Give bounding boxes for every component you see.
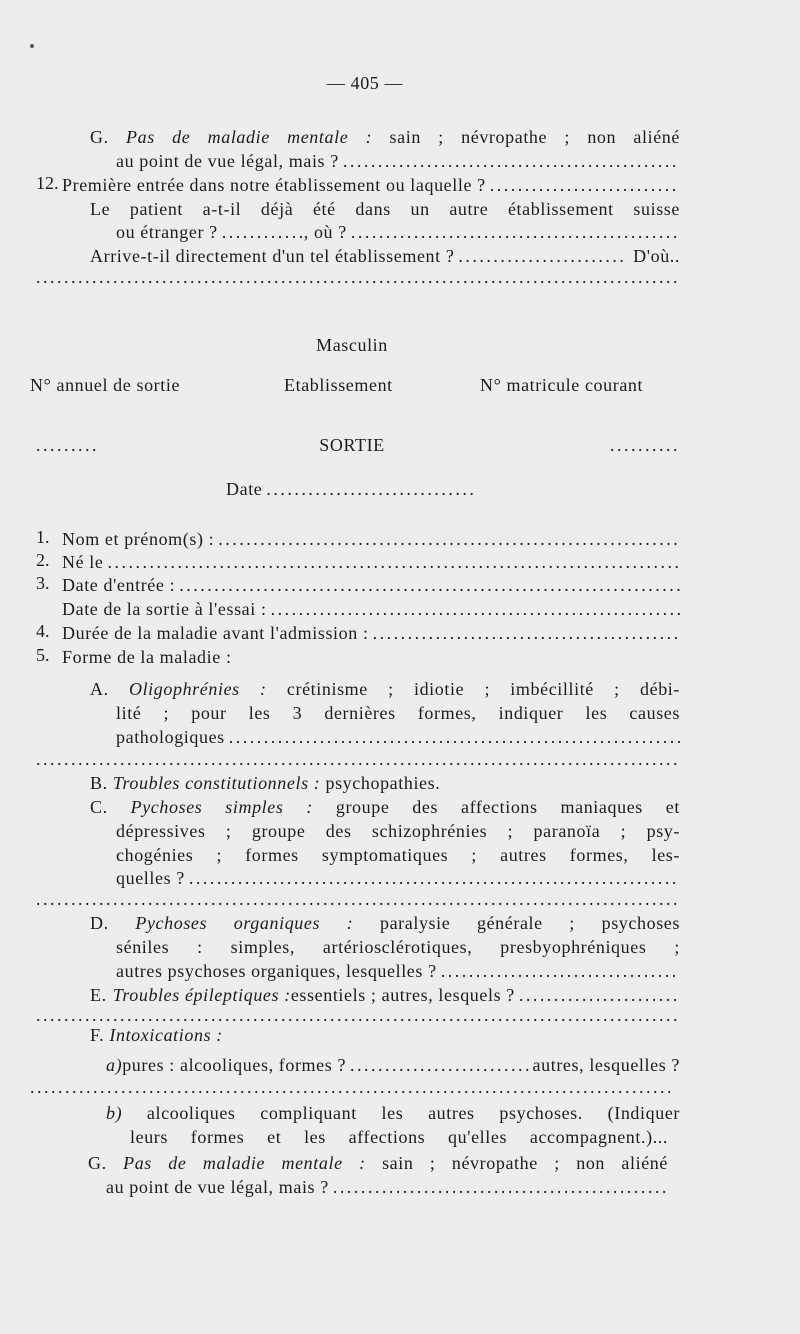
stray-mark bbox=[30, 44, 34, 48]
q12-line4 bbox=[90, 245, 680, 267]
dotted-line bbox=[30, 1076, 670, 1098]
form-d-line1 bbox=[90, 912, 680, 934]
item-number: 5. bbox=[36, 645, 50, 665]
dot-leader bbox=[229, 726, 680, 748]
form-g-rest: sain ; névropathe ; non aliéné bbox=[365, 1153, 668, 1173]
item-birth bbox=[62, 551, 680, 573]
item-number: 2. bbox=[36, 550, 50, 570]
form-fa-text: pures : alcooliques, formes ? bbox=[122, 1055, 347, 1075]
dot-leader bbox=[490, 174, 680, 196]
top-g-line1 bbox=[90, 126, 680, 148]
item-text: Né le bbox=[62, 552, 104, 572]
form-c-line2: dépressives ; groupe des schizophrénies ; paranoïa ; psy- bbox=[116, 821, 680, 841]
q12-line3a: ou étranger ? bbox=[116, 222, 218, 242]
form-a-line1 bbox=[90, 678, 680, 700]
item-duration bbox=[62, 622, 680, 644]
dotted-line bbox=[36, 748, 680, 770]
form-c-rest: groupe des affections maniaques et bbox=[312, 797, 680, 817]
form-a-italic: Oligophrénies : bbox=[128, 679, 267, 699]
form-f-line bbox=[90, 1024, 223, 1046]
form-d-letter: D. bbox=[90, 913, 109, 933]
form-d-line3-text: autres psychoses organiques, lesquelles ? bbox=[116, 961, 437, 981]
form-g-line2 bbox=[106, 1176, 668, 1198]
section-title: SORTIE bbox=[319, 435, 385, 455]
item-text: Date de la sortie à l'essai : bbox=[62, 599, 267, 619]
form-e-rest: essentiels ; autres, lesquels ? bbox=[290, 985, 515, 1005]
form-fb-line1 bbox=[106, 1102, 680, 1124]
q12-line3b: , où ? bbox=[303, 222, 347, 242]
item-entry-date bbox=[62, 574, 680, 596]
col-establishment: Etablissement bbox=[284, 375, 393, 395]
form-c-line4 bbox=[116, 867, 680, 889]
item-number: 4. bbox=[36, 621, 50, 641]
dot-leader bbox=[218, 528, 680, 550]
dot-leader bbox=[189, 867, 680, 889]
sex-label: Masculin bbox=[316, 335, 388, 355]
item-trial-exit bbox=[62, 598, 680, 620]
form-a-line2: lité ; pour les 3 dernières formes, indiquer les causes bbox=[116, 703, 680, 723]
top-g-line2 bbox=[116, 150, 680, 172]
item-text: Durée de la maladie avant l'admission : bbox=[62, 623, 369, 643]
col-annual-number: N° annuel de sortie bbox=[30, 375, 181, 395]
date-label: Date bbox=[226, 479, 263, 499]
dot-leader bbox=[179, 574, 680, 596]
form-c-line3: chogénies ; formes symptomatiques ; autres formes, les- bbox=[116, 845, 680, 865]
q12-line4a: Arrive-t-il directement d'un tel établissement ? bbox=[90, 246, 455, 266]
item-illness-form: Forme de la maladie : bbox=[62, 647, 232, 667]
item-text: Date d'entrée : bbox=[62, 575, 176, 595]
dot-leader bbox=[351, 221, 680, 243]
form-a-line3-text: pathologiques bbox=[116, 727, 225, 747]
form-c-letter: C. bbox=[90, 797, 108, 817]
dotted-line bbox=[36, 1004, 680, 1026]
q12-number: 12. bbox=[36, 173, 59, 193]
form-e-line bbox=[90, 984, 680, 1006]
top-g-rest: sain ; névropathe ; non aliéné bbox=[372, 127, 680, 147]
form-a-rest: crétinisme ; idiotie ; imbécillité ; débi- bbox=[266, 679, 680, 699]
dot-leader bbox=[350, 1054, 533, 1076]
q12-line3 bbox=[116, 221, 680, 243]
form-fb-text: alcooliques compliquant les autres psychoses. (Indiquer bbox=[122, 1103, 680, 1123]
dot-leader bbox=[343, 150, 680, 172]
form-fb-label: b) bbox=[106, 1103, 123, 1123]
form-c-line4-text: quelles ? bbox=[116, 868, 185, 888]
dot-leader bbox=[271, 598, 680, 620]
form-d-line2: séniles : simples, artériosclérotiques, presbyophréniques ; bbox=[116, 937, 680, 957]
top-g-letter: G. bbox=[90, 127, 109, 147]
dot-leader bbox=[222, 221, 304, 243]
dot-leader bbox=[266, 478, 474, 500]
form-f-italic: Intoxications : bbox=[109, 1025, 223, 1045]
top-g-line2-text: au point de vue légal, mais ? bbox=[116, 151, 339, 171]
q12-line2: Le patient a-t-il déjà été dans un autre établissement suisse bbox=[90, 199, 680, 219]
top-g-italic: Pas de maladie mentale : bbox=[126, 127, 373, 147]
q12-line4b: D'où.. bbox=[633, 246, 680, 266]
item-text: Nom et prénom(s) : bbox=[62, 529, 215, 549]
q12-line1 bbox=[62, 174, 680, 196]
dot-leader bbox=[333, 1176, 668, 1198]
q12-text: Première entrée dans notre établissement ou laquelle ? bbox=[62, 175, 486, 195]
dotted-line bbox=[36, 888, 680, 910]
dot-leader bbox=[458, 245, 627, 267]
form-a-line3 bbox=[116, 726, 680, 748]
item-number: 1. bbox=[36, 527, 50, 547]
form-d-line3 bbox=[116, 960, 680, 982]
form-g-letter: G. bbox=[88, 1153, 107, 1173]
dot-leader bbox=[519, 984, 680, 1006]
item-name bbox=[62, 528, 680, 550]
form-fa-label: a) bbox=[106, 1055, 123, 1075]
dotted-line bbox=[36, 266, 680, 288]
form-e-italic: Troubles épileptiques : bbox=[112, 985, 291, 1005]
form-fb-line2: leurs formes et les affections qu'elles accompagnent.)... bbox=[130, 1127, 668, 1147]
form-f-letter: F. bbox=[90, 1025, 105, 1045]
form-c-italic: Pychoses simples : bbox=[130, 797, 313, 817]
form-fa-line bbox=[106, 1054, 680, 1076]
form-b-italic: Troubles constitutionnels : bbox=[112, 773, 321, 793]
page-number: — 405 — bbox=[326, 73, 404, 93]
form-b-rest: psychopathies. bbox=[320, 773, 441, 793]
form-e-letter: E. bbox=[90, 985, 107, 1005]
dot-leader bbox=[441, 960, 680, 982]
form-g-line2-text: au point de vue légal, mais ? bbox=[106, 1177, 329, 1197]
form-b-line bbox=[90, 772, 440, 794]
form-a-letter: A. bbox=[90, 679, 109, 699]
item-number: 3. bbox=[36, 573, 50, 593]
form-d-italic: Pychoses organiques : bbox=[135, 913, 354, 933]
form-d-rest: paralysie générale ; psychoses bbox=[353, 913, 680, 933]
form-g-line1 bbox=[88, 1152, 668, 1174]
form-fa-rest: autres, lesquelles ? bbox=[532, 1055, 680, 1075]
dotted-line bbox=[610, 434, 680, 456]
form-c-line1 bbox=[90, 796, 680, 818]
dot-leader bbox=[107, 551, 680, 573]
dot-leader bbox=[373, 622, 680, 644]
form-g-italic: Pas de maladie mentale : bbox=[123, 1153, 366, 1173]
form-b-letter: B. bbox=[90, 773, 108, 793]
date-line bbox=[226, 478, 474, 500]
col-matricule: N° matricule courant bbox=[480, 375, 644, 395]
